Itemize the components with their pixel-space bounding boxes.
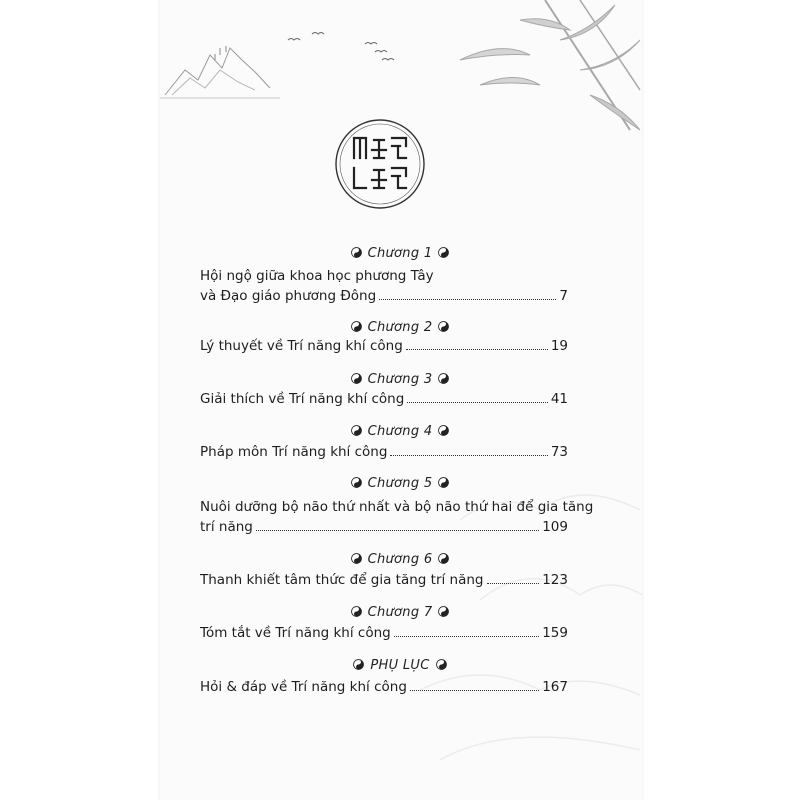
chapter-heading <box>0 476 800 491</box>
toc-entry-appendix[interactable] <box>200 679 568 695</box>
toc-entry-title: Tóm tắt về Trí năng khí công <box>200 625 391 641</box>
toc-page-number: 73 <box>550 444 568 460</box>
toc-page-number: 7 <box>559 288 568 304</box>
chapter-heading-text: Chương 4 <box>367 424 433 439</box>
toc-page-number: 167 <box>542 679 568 695</box>
chapter-heading-text: Chương 3 <box>367 372 433 387</box>
dot-leader <box>379 298 556 300</box>
toc-entry-title: Thanh khiết tâm thức để gia tăng trí năng <box>200 572 484 588</box>
toc-entry-title: Lý thuyết về Trí năng khí công <box>200 338 403 354</box>
yin-yang-icon <box>436 659 447 670</box>
yin-yang-icon <box>438 373 449 384</box>
toc-entry-title: trí năng <box>200 519 253 535</box>
chapter-heading-text: Chương 6 <box>367 552 433 567</box>
yin-yang-icon <box>351 477 362 488</box>
chapter-heading <box>0 246 800 261</box>
dot-leader <box>487 582 540 584</box>
chapter-heading <box>0 320 800 335</box>
yin-yang-icon <box>438 247 449 258</box>
yin-yang-icon <box>438 321 449 332</box>
chapter-heading-text: Chương 2 <box>367 320 433 335</box>
toc-entry-title: Giải thích về Trí năng khí công <box>200 391 405 407</box>
chapter-heading <box>0 552 800 567</box>
yin-yang-icon <box>351 321 362 332</box>
toc-entry-chapter-3[interactable] <box>200 391 568 407</box>
dot-leader <box>407 401 548 403</box>
toc-page-number: 41 <box>550 391 568 407</box>
toc-entry-title: và Đạo giáo phương Đông <box>200 288 377 304</box>
toc-entry-title-line: Hội ngộ giữa khoa học phương Tây <box>200 268 434 284</box>
toc-entry-chapter-2[interactable] <box>200 338 568 354</box>
chapter-heading <box>0 424 800 439</box>
toc-page-number: 109 <box>542 519 568 535</box>
chapter-heading <box>0 605 800 620</box>
yin-yang-icon <box>438 553 449 564</box>
yin-yang-icon <box>438 477 449 488</box>
toc-entry-chapter-4[interactable] <box>200 444 568 460</box>
dot-leader <box>390 454 547 456</box>
toc-entry-chapter-5[interactable] <box>200 519 568 535</box>
toc-entry-chapter-7[interactable] <box>200 625 568 641</box>
yin-yang-icon <box>438 606 449 617</box>
toc-page-number: 123 <box>542 572 568 588</box>
toc-entry-title: Hỏi & đáp về Trí năng khí công <box>200 679 407 695</box>
dot-leader <box>256 529 539 531</box>
chapter-heading-text: Chương 5 <box>367 476 433 491</box>
appendix-heading <box>0 658 800 673</box>
yin-yang-icon <box>351 247 362 258</box>
yin-yang-icon <box>351 373 362 384</box>
yin-yang-icon <box>351 553 362 564</box>
chapter-heading-text: PHỤ LỤC <box>370 658 430 673</box>
dot-leader <box>406 348 548 350</box>
dot-leader <box>410 689 539 691</box>
yin-yang-icon <box>351 425 362 436</box>
yin-yang-icon <box>351 606 362 617</box>
chapter-heading <box>0 372 800 387</box>
toc-entry-title-line: Nuôi dưỡng bộ não thứ nhất và bộ não thứ hai để gia tăng <box>200 499 594 515</box>
chapter-heading-text: Chương 1 <box>367 246 433 261</box>
toc-entry-title: Pháp môn Trí năng khí công <box>200 444 388 460</box>
chapter-heading-text: Chương 7 <box>367 605 433 620</box>
toc-page-number: 159 <box>542 625 568 641</box>
dot-leader <box>394 635 540 637</box>
yin-yang-icon <box>353 659 364 670</box>
toc-entry-chapter-6[interactable] <box>200 572 568 588</box>
toc-entry-chapter-1[interactable] <box>200 288 568 304</box>
yin-yang-icon <box>438 425 449 436</box>
toc-page-number: 19 <box>550 338 568 354</box>
